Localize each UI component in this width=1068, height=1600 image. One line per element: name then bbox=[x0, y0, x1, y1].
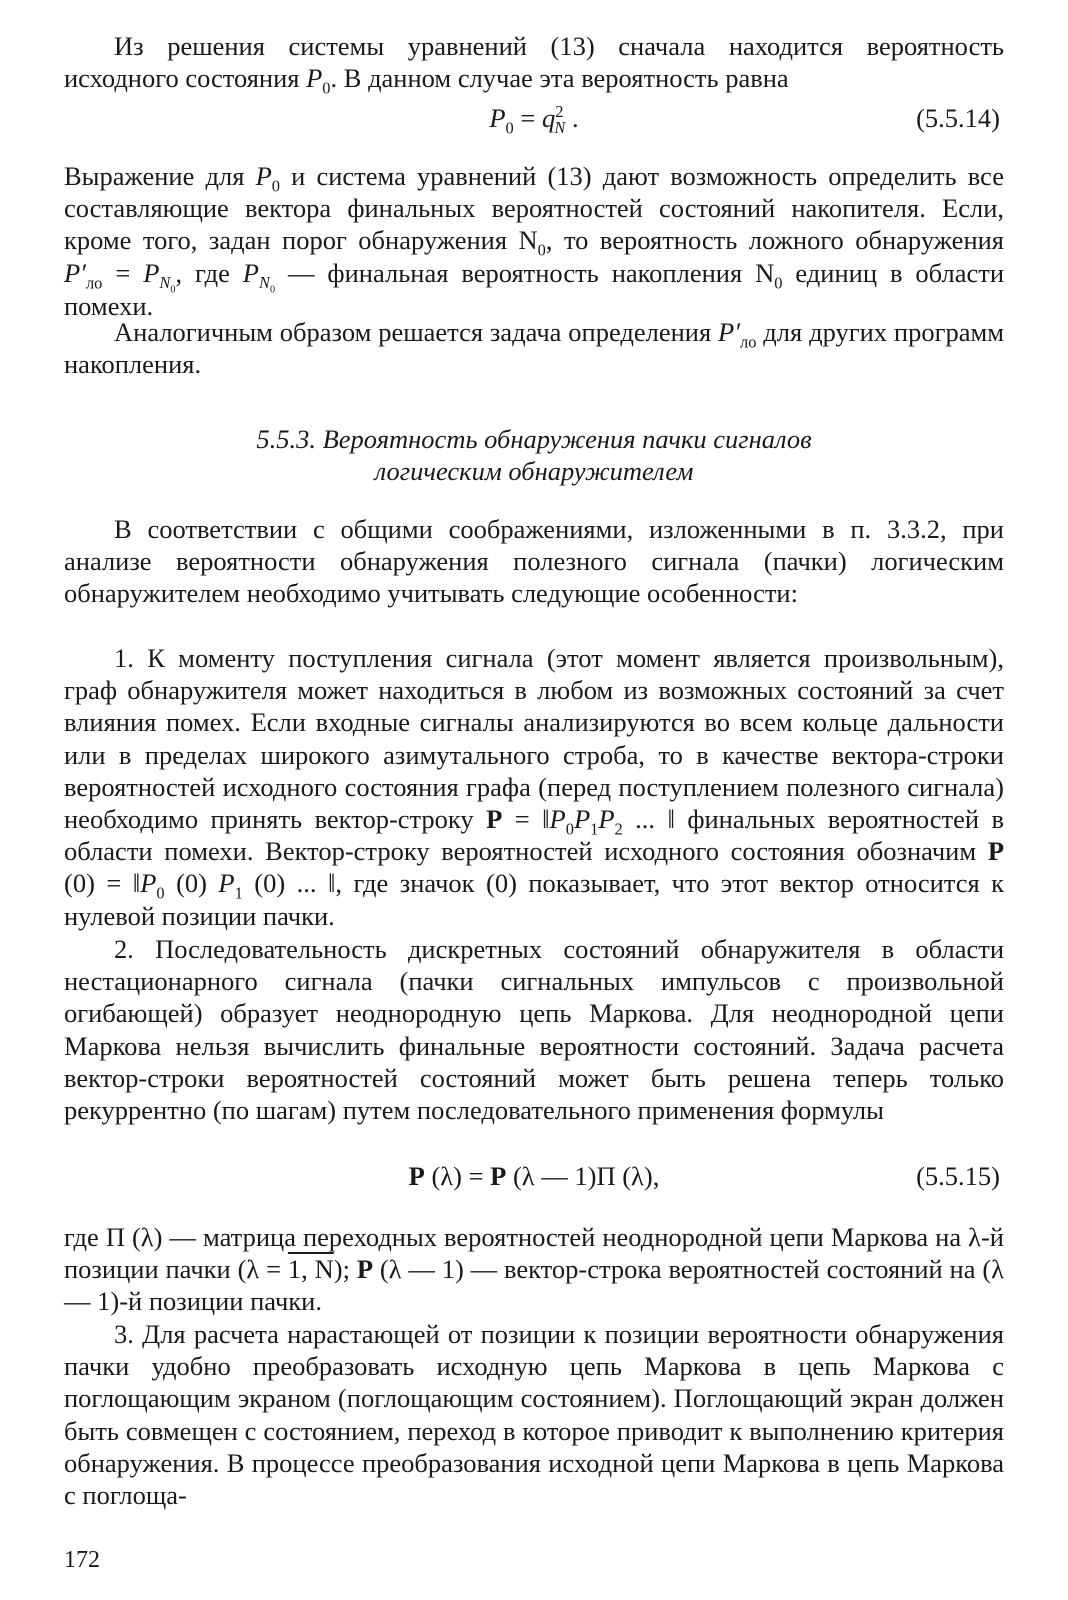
section-heading bbox=[64, 423, 1004, 487]
page-number: 172 bbox=[64, 1547, 100, 1573]
equation-5-5-14 bbox=[64, 102, 1004, 138]
p3-text: Аналогичным образом решается задача определения $P'_{лo}$ для других программ накопления. bbox=[64, 317, 1004, 380]
p1-text: Из решения системы уравнений (13) сначала находится вероятность исходного состояния $P_0$. В данном случае эта вероятность равна bbox=[64, 31, 1004, 98]
paragraph-item-3 bbox=[64, 1318, 1004, 1511]
paragraph-item-1 bbox=[64, 642, 1004, 932]
section-heading-line-1: 5.5.3. Вероятность обнаружения пачки сигналов bbox=[256, 424, 812, 454]
paragraph-analogous bbox=[64, 316, 1004, 380]
section-heading-line-2: логическим обнаружителем bbox=[374, 456, 694, 486]
paragraph-intro bbox=[64, 30, 1004, 98]
equation-body: $P_0 = q^2_N$ . bbox=[489, 102, 579, 138]
p2-text: Выражение для $P_0$ и система уравнений (13) дают возможность определить все составляющие вектора финальных вероятностей состояний накопителя. Если, кроме того, задан порог обнаружения $N_0$, то вероятность ложного обнаружения $P'_{лo} = P_{N_0}$, где $P_{N_0}$ — финальная вероятность накопления $N_0$ единиц в области помехи. bbox=[64, 161, 1005, 322]
equation-body: P (λ) = P (λ — 1)П (λ), bbox=[408, 1161, 660, 1191]
paragraph-where bbox=[64, 1221, 1004, 1318]
p8-text: 3. Для расчета нарастающей от позиции к позиции вероятности обнаружения пачки удобно преобразовать исходную цепь Маркова в цепь Маркова с поглощающим экраном (поглощающим состоянием). Поглощающий экран должен быть совмещен с состоянием, переход в которое приводит к выполнению критерия обнаружения. В процессе преобразования исходной цепи Маркова в цепь Маркова с поглоща- bbox=[64, 1319, 1004, 1511]
p6-text: 2. Последовательность дискретных состояний обнаружителя в области нестационарного сигнала (пачки сигнальных импульсов с произвольной огибающей) образует неоднородную цепь Маркова. Для неоднородной цепи Маркова нельзя вычислить финальные вероятности состояний. Задача расчета вектор-строки вероятностей состояний может быть решена теперь только рекуррентно (по шагам) путем последовательного применения формулы bbox=[64, 934, 1004, 1126]
paragraph-item-2 bbox=[64, 933, 1004, 1126]
equation-number: (5.5.15) bbox=[916, 1161, 1000, 1191]
paragraph-features-intro bbox=[64, 513, 1004, 610]
equation-5-5-15 bbox=[64, 1160, 1004, 1196]
p4-text: В соответствии с общими соображениями, изложенными в п. 3.3.2, при анализе вероятности обнаружения полезного сигнала (пачки) логическим обнаружителем необходимо учитывать следующие особенности: bbox=[64, 514, 1004, 609]
equation-number: (5.5.14) bbox=[916, 103, 1000, 133]
p7-text: где П (λ) — матрица переходных вероятностей неоднородной цепи Маркова на λ-й позиции пачки (λ = 1, N); P (λ — 1) — вектор-строка вероятностей состояний на (λ — 1)-й позиции пачки. bbox=[64, 1222, 1005, 1317]
paragraph-p0-expression bbox=[64, 160, 1004, 322]
p5-text: 1. К моменту поступления сигнала (этот момент является произвольным), граф обнаружителя может находиться в любом из возможных состояний за счет влияния помех. Если входные сигналы анализируются во всем кольце дальности или в пределах широкого азимутального строба, то в качестве вектора-строки вероятностей исходного состояния графа (перед поступлением полезного сигнала) необходимо принять вектор-строку $P = ‖P_0P_1P_2$ ... ‖ финальных вероятностей в области помехи. Вектор-строку вероятностей исходного состояния обозначим P $(0) = ‖P_0$ (0) $P_1$ (0) ... ‖, где значок (0) показывает, что этот вектор относится к нулевой позиции пачки. bbox=[64, 643, 1005, 931]
